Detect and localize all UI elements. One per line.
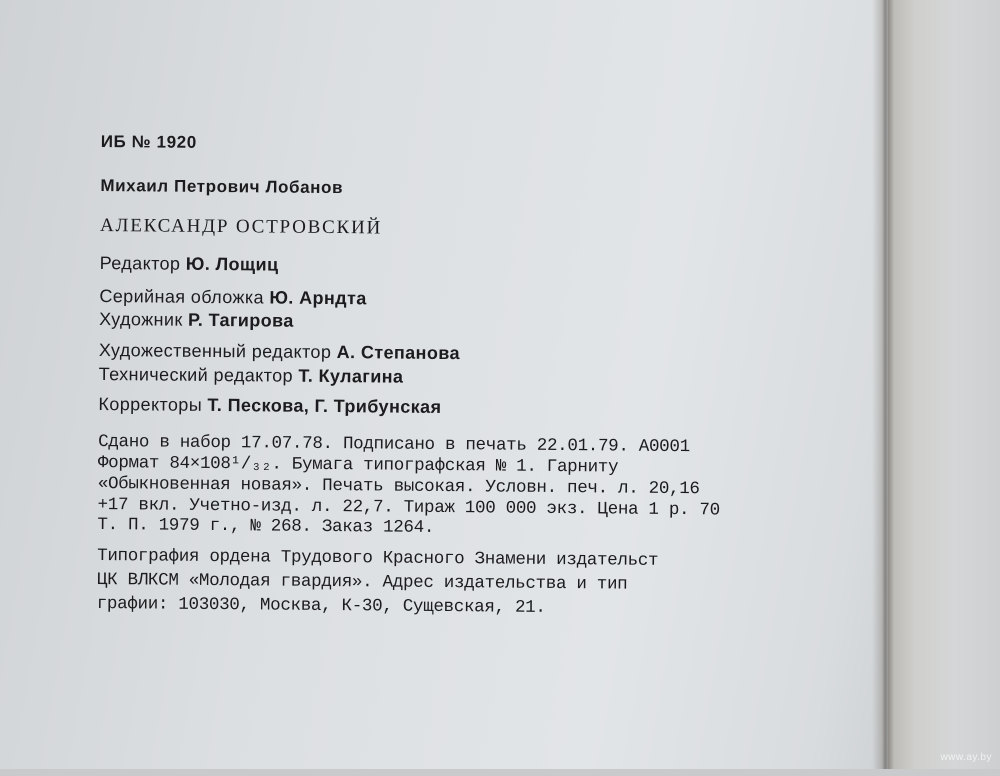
printing-house-line: графии: 103030, Москва, К-30, Сущевская, 21. bbox=[96, 593, 546, 618]
credit-tech-editor bbox=[99, 364, 404, 388]
credit-editor bbox=[100, 253, 279, 276]
publication-detail-line: +17 вкл. Учетно-изд. л. 22,7. Тираж 100 000 экз. Цена 1 р. 70 bbox=[97, 494, 720, 521]
credit-role: Художник bbox=[99, 308, 183, 330]
publication-detail-line: Т. П. 1979 г., № 268. Заказ 1264. bbox=[97, 514, 435, 538]
imprint-text-block bbox=[95, 0, 892, 776]
publication-detail-line: «Обыкновенная новая». Печать высокая. Условн. печ. л. 20,16 bbox=[97, 473, 700, 500]
facing-page-edge bbox=[888, 0, 1000, 769]
ib-number: ИБ № 1920 bbox=[100, 131, 197, 152]
printing-house-line: ЦК ВЛКСМ «Молодая гвардия». Адрес издательства и тип bbox=[96, 569, 628, 595]
credit-person: Ю. Арндта bbox=[269, 287, 367, 309]
book-title: АЛЕКСАНДР ОСТРОВСКИЙ bbox=[99, 214, 383, 239]
credit-person: А. Степанова bbox=[336, 342, 461, 364]
credit-role: Серийная обложка bbox=[99, 285, 265, 308]
publication-detail-line: Формат 84×108¹/₃₂. Бумага типографская № 1. Гарниту bbox=[97, 452, 619, 478]
credit-role: Технический редактор bbox=[98, 363, 294, 386]
credit-artist bbox=[99, 309, 294, 332]
credit-role: Корректоры bbox=[98, 393, 203, 415]
credit-role: Редактор bbox=[99, 252, 181, 274]
credit-person: Т. Кулагина bbox=[298, 365, 404, 387]
credit-proofreaders bbox=[98, 394, 441, 418]
credit-person: Ю. Лощиц bbox=[185, 253, 279, 275]
publication-detail-line: Сдано в набор 17.07.78. Подписано в печать 22.01.79. А0001 bbox=[98, 431, 690, 458]
credit-role: Художественный редактор bbox=[98, 339, 332, 363]
printing-house-line: Типография ордена Трудового Красного Знамени издательст bbox=[97, 545, 659, 571]
author-name: Михаил Петрович Лобанов bbox=[100, 175, 344, 198]
credit-cover bbox=[99, 286, 366, 309]
credit-art-editor bbox=[99, 340, 460, 364]
site-watermark: www.ay.by bbox=[940, 752, 992, 763]
credit-person: Р. Тагирова bbox=[187, 309, 294, 331]
credit-person: Т. Пескова, Г. Трибунская bbox=[207, 394, 442, 417]
